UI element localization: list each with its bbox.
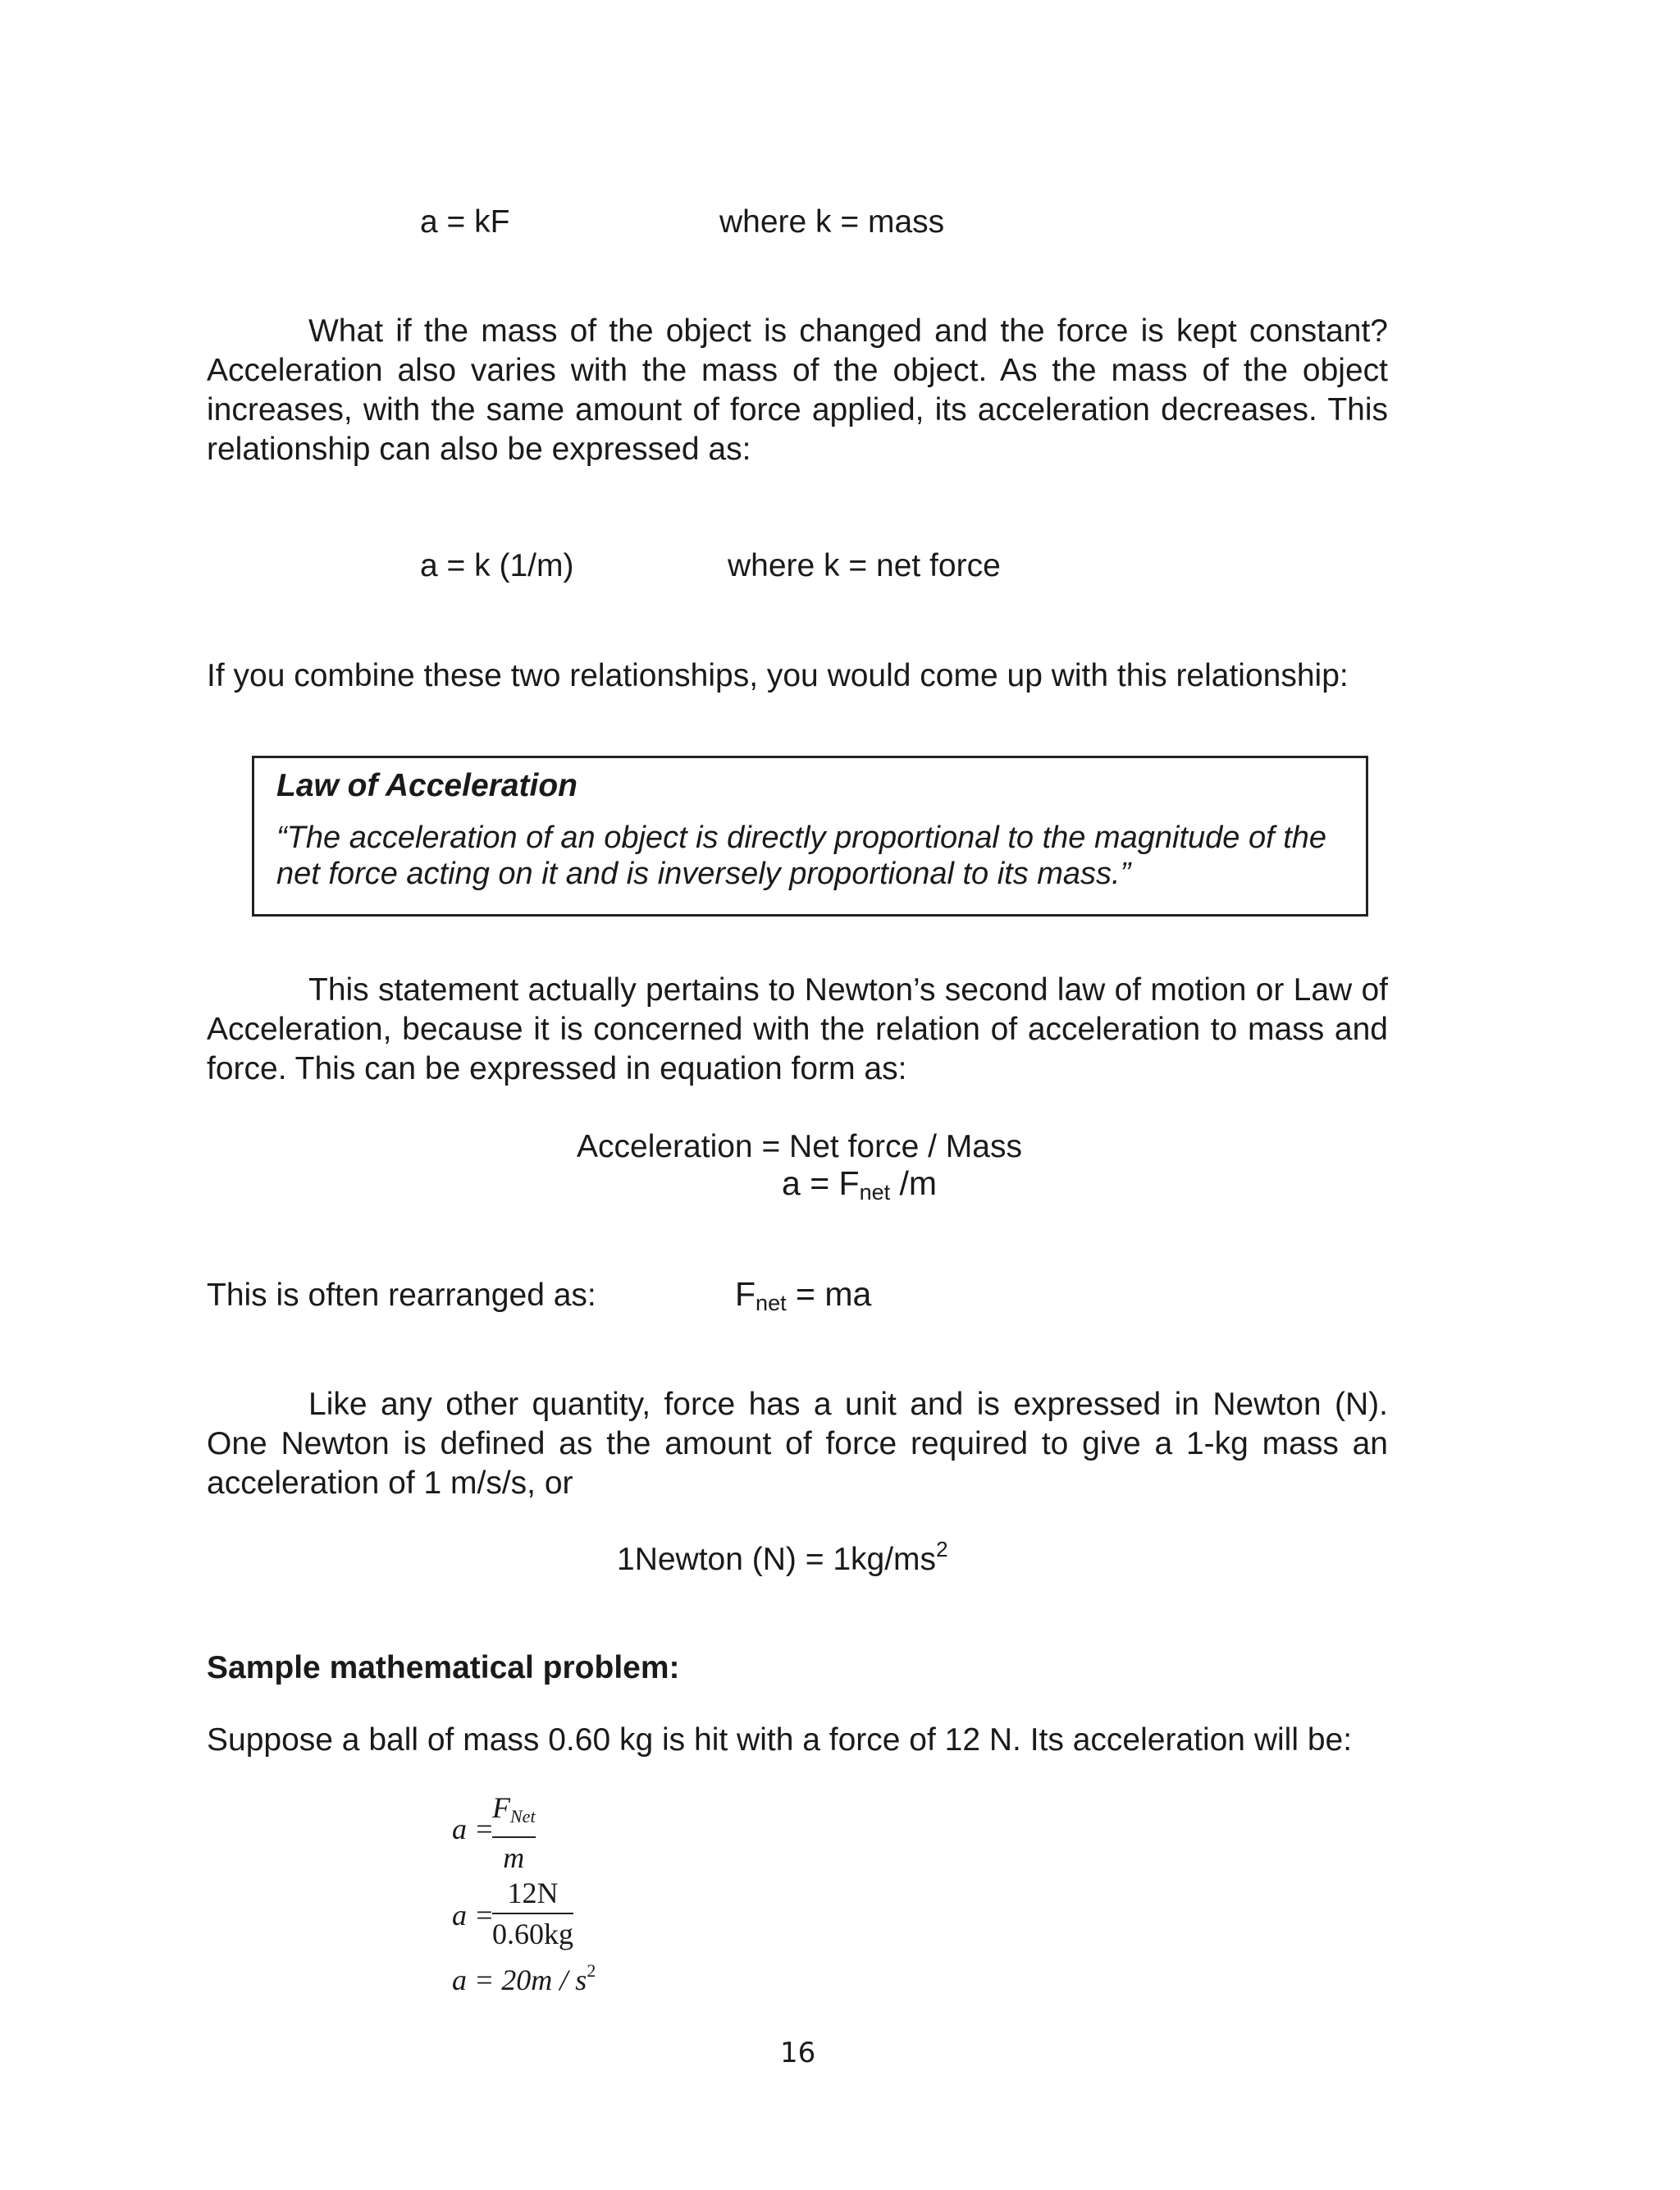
equation-acceleration-words: Acceleration = Net force / Mass — [577, 1129, 1022, 1164]
sample-problem-heading: Sample mathematical problem: — [207, 1650, 680, 1685]
problem-statement: Suppose a ball of mass 0.60 kg is hit with a force of 12 N. Its acceleration will be: — [207, 1722, 1353, 1758]
equation-a-fnet-m-sub: net — [859, 1180, 891, 1205]
solution-step3 — [452, 1960, 596, 1997]
equation-a-fnet-m — [782, 1164, 937, 1212]
law-quote: “The acceleration of an object is directly proportional to the magnitude of the net force acting on it and is inversely proportional to its mass.” — [276, 821, 1327, 891]
fraction-bar — [492, 1913, 573, 1914]
equation-a-k-inverse-m-note: where k = net force — [728, 548, 1001, 583]
solution-step3-sup: 2 — [587, 1960, 596, 1981]
solution-step2-fraction — [492, 1877, 573, 1950]
equation-fnet-ma-post: = ma — [786, 1275, 872, 1313]
equation-a-kf-note: where k = mass — [719, 204, 945, 240]
solution-step1-numerator — [492, 1791, 536, 1833]
equation-newton-definition — [617, 1537, 948, 1580]
paragraph-newtons-second-law: This statement actually pertains to Newton’s second law of motion or Law of Acceleration, because it is concerned with the relation of acceleration to mass and force. This can be expressed in equation form as: — [207, 972, 1388, 1086]
equation-fnet-ma — [735, 1274, 871, 1323]
paragraph-combine: If you combine these two relationships, you would come up with this relationship: — [207, 658, 1349, 693]
paragraph-mass-varies: What if the mass of the object is changed and the force is kept constant? Acceleration also varies with the mass of the object. As the mass of the object increases, with the same amount of force applied, its acceleration decreases. This relationship can also be expressed as: — [207, 313, 1388, 467]
equation-a-k-inverse-m: a = k (1/m) — [420, 548, 574, 583]
solution-step3-main: a = 20m / s — [452, 1964, 587, 1996]
solution-step2-denominator: 0.60kg — [492, 1918, 573, 1950]
solution-step1-num-f: F — [492, 1791, 510, 1824]
fraction-bar — [492, 1836, 536, 1838]
equation-fnet-ma-sub: net — [756, 1291, 787, 1315]
law-of-acceleration-box — [252, 756, 1368, 917]
equation-a-fnet-m-post: /m — [890, 1164, 938, 1202]
equation-newton-main: 1Newton (N) = 1kg/ms — [617, 1542, 937, 1577]
solution-step1-denominator: m — [503, 1841, 525, 1874]
equation-a-fnet-m-pre: a = F — [782, 1164, 860, 1202]
solution-step2-lhs: a = — [452, 1899, 495, 1932]
page-number: 16 — [780, 2037, 816, 2069]
paragraph-newton-unit: Like any other quantity, force has a unit and is expressed in Newton (N). One Newton is defined as the amount of force required to give a 1-kg mass an acceleration of 1 m/s/s, or — [207, 1387, 1388, 1501]
equation-fnet-ma-pre: F — [735, 1275, 756, 1313]
equation-newton-sup: 2 — [936, 1537, 948, 1561]
solution-step1-lhs: a = — [452, 1813, 495, 1845]
solution-step1-fraction — [492, 1791, 536, 1874]
solution-step1-num-sub: Net — [510, 1806, 536, 1827]
law-title: Law of Acceleration — [276, 768, 578, 803]
solution-step2-numerator: 12N — [507, 1877, 559, 1909]
rearranged-label: This is often rearranged as: — [207, 1278, 596, 1313]
equation-a-kf: a = kF — [420, 204, 510, 240]
